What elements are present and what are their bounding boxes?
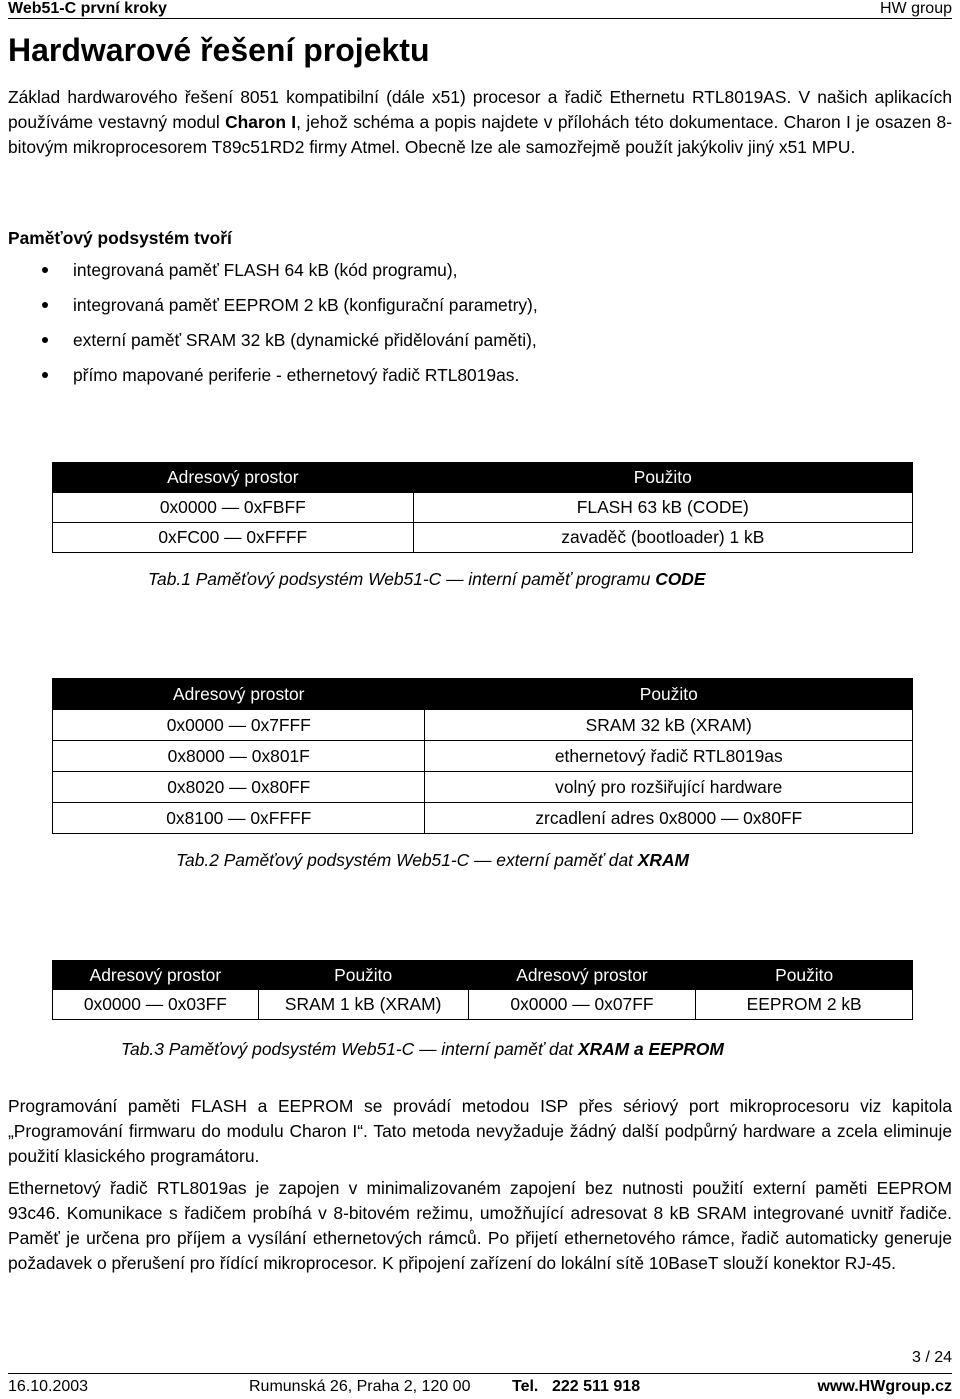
- page-header: [8, 0, 952, 19]
- list-item: [0, 326, 538, 361]
- column-header: Použito: [258, 961, 468, 990]
- section-title: Hardwarové řešení projektu: [8, 32, 430, 68]
- list-item-text: integrovaná paměť EEPROM 2 kB (konfigurační parametry),: [73, 295, 538, 315]
- table-1-caption: [148, 567, 705, 591]
- footer-website: www.HWgroup.cz: [817, 1378, 952, 1395]
- table-cell: EEPROM 2 kB: [696, 990, 913, 1020]
- table-cell: 0x0000 — 0xFBFF: [53, 493, 414, 523]
- column-header: Použito: [425, 679, 913, 710]
- bullet-icon: [42, 302, 48, 308]
- table-cell: SRAM 1 kB (XRAM): [258, 990, 468, 1020]
- intro-paragraph: [8, 85, 952, 160]
- caption-text: Tab.1 Paměťový podsystém Web51-C — interní paměť programu: [148, 569, 656, 589]
- footer-tel-number: 222 511 918: [552, 1378, 641, 1395]
- table-row: [53, 772, 913, 803]
- table-2-caption: [176, 848, 689, 872]
- charon-name: Charon I: [225, 112, 297, 132]
- table-cell: FLASH 63 kB (CODE): [413, 493, 912, 523]
- footer-date: 16.10.2003: [8, 1378, 89, 1395]
- header-document-title: Web51-C první kroky: [8, 0, 167, 17]
- table-cell: ethernetový řadič RTL8019as: [425, 741, 913, 772]
- caption-text: Tab.2 Paměťový podsystém Web51-C — externí paměť dat: [176, 850, 638, 870]
- table-3-caption: [121, 1037, 724, 1061]
- header-company: HW group: [879, 0, 952, 17]
- table-row: [53, 523, 913, 553]
- bullet-icon: [42, 372, 48, 378]
- column-header: Adresový prostor: [53, 463, 414, 493]
- list-item-text: přímo mapované periferie - ethernetový řadič RTL8019as.: [73, 365, 520, 385]
- memory-list: [0, 256, 538, 396]
- ethernet-paragraph: Ethernetový řadič RTL8019as je zapojen v minimalizovaném zapojení bez nutnosti použití externí paměti EEPROM 93c46. Komunikace s řadičem probíhá v 8-bitovém režimu, umožňující adresovat 8 kB SRAM integrované uvnitř řadiče. Paměť je určena pro příjem a vysílání ethernetových rámců. Po přijetí ethernetového rámce, řadič automaticky generuje požadavek o přerušení pro řídící mikroprocesor. K připojení zařízení do lokální sítě 10BaseT slouží konektor RJ-45.: [8, 1178, 952, 1273]
- table-cell: volný pro rozšiřující hardware: [425, 772, 913, 803]
- list-item-text: integrovaná paměť FLASH 64 kB (kód programu),: [73, 260, 458, 280]
- table-cell: 0x8000 — 0x801F: [53, 741, 425, 772]
- table-row: [53, 803, 913, 834]
- table-row: [53, 493, 913, 523]
- table-row: [53, 710, 913, 741]
- table-code-memory: [52, 462, 913, 553]
- caption-bold: CODE: [655, 569, 706, 589]
- table-cell: zrcadlení adres 0x8000 — 0x80FF: [425, 803, 913, 834]
- table-cell: 0x8100 — 0xFFFF: [53, 803, 425, 834]
- column-header: Adresový prostor: [53, 961, 259, 990]
- list-item: [0, 256, 538, 291]
- table-xram-memory: [52, 678, 913, 834]
- table-header-row: [53, 679, 913, 710]
- table-cell: SRAM 32 kB (XRAM): [425, 710, 913, 741]
- column-header: Adresový prostor: [468, 961, 696, 990]
- table-header-row: [53, 463, 913, 493]
- table-cell: zavaděč (bootloader) 1 kB: [413, 523, 912, 553]
- column-header: Použito: [413, 463, 912, 493]
- memory-subsystem-title: Paměťový podsystém tvoří: [8, 228, 232, 248]
- table-cell: 0x0000 — 0x07FF: [468, 990, 696, 1020]
- list-item: [0, 361, 538, 396]
- table-cell: 0x8020 — 0x80FF: [53, 772, 425, 803]
- caption-bold: XRAM: [637, 850, 690, 870]
- page-footer: [8, 1373, 952, 1399]
- page-number: 3 / 24: [911, 1349, 952, 1366]
- table-row: [53, 990, 913, 1020]
- caption-text: Tab.3 Paměťový podsystém Web51-C — interní paměť dat: [121, 1039, 578, 1059]
- table-row: [53, 741, 913, 772]
- intro-text-2: , jehož schéma a popis najdete v přílohách této dokumentace. Charon I je osazen 8-bitovým mikroprocesorem T89c51RD2 firmy Atmel. Obecně lze ale samozřejmě použít jakýkoliv jiný x51 MPU.: [8, 112, 952, 157]
- footer-tel-label: Tel.: [512, 1378, 539, 1395]
- table-cell: 0x0000 — 0x7FFF: [53, 710, 425, 741]
- bullet-icon: [42, 337, 48, 343]
- programming-paragraph: Programování paměti FLASH a EEPROM se provádí metodou ISP přes sériový port mikroprocesoru viz kapitola „Programování firmwaru do modulu Charon I“. Tato metoda nevyžaduje žádný další podpůrný hardware a zcela eliminuje použití klasického programátoru.: [8, 1096, 952, 1166]
- table-cell: 0x0000 — 0x03FF: [53, 990, 259, 1020]
- caption-bold: XRAM a EEPROM: [577, 1039, 724, 1059]
- list-item: [0, 291, 538, 326]
- footer-address: Rumunská 26, Praha 2, 120 00: [249, 1378, 471, 1395]
- table-cell: 0xFC00 — 0xFFFF: [53, 523, 414, 553]
- intro-text-1: Základ hardwarového řešení 8051 kompatibilní (dále x51) procesor a řadič Ethernetu RTL8019AS. V našich aplikacích používáme vestavný modul: [8, 87, 952, 132]
- column-header: Adresový prostor: [53, 679, 425, 710]
- list-item-text: externí paměť SRAM 32 kB (dynamické přidělování paměti),: [73, 330, 537, 350]
- table-eeprom-memory: [52, 960, 913, 1020]
- column-header: Použito: [696, 961, 913, 990]
- bullet-icon: [42, 267, 48, 273]
- table-header-row: [53, 961, 913, 990]
